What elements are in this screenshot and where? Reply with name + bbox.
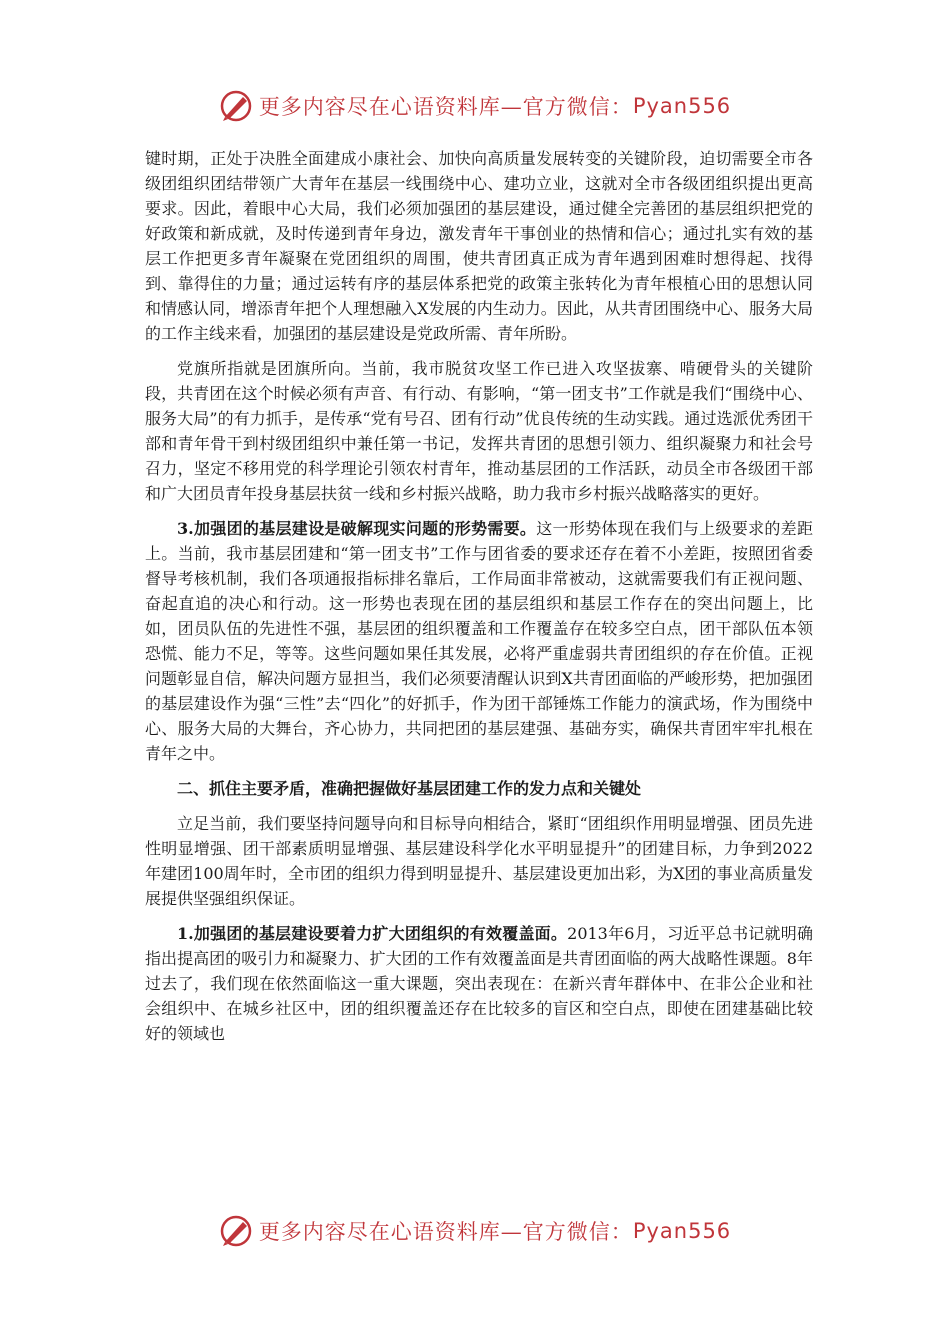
paragraph <box>145 921 813 1046</box>
paragraph <box>145 516 813 766</box>
paragraph-lead: 3.加强团的基层建设是破解现实问题的形势需要。 <box>177 519 537 538</box>
pen-logo-icon <box>219 1214 253 1248</box>
paragraph-text: 这一形势体现在我们与上级要求的差距上。当前，我市基层团建和“第一团支书”工作与团省委的要求还存在着不小差距，按照团省委督导考核机制，我们各项通报指标排名靠后，工作局面非常被动，这就需要我们有正视问题、奋起直追的决心和行动。这一形势也表现在团的基层组织和基层工作存在的突出问题上，比如，团员队伍的先进性不强，基层团的组织覆盖和工作覆盖存在较多空白点，团干部队伍本领恐慌、能力不足，等等。这些问题如果任其发展，必将严重虚弱共青团组织的存在价值。正视问题彰显自信，解决问题方显担当，我们必须要清醒认识到X共青团面临的严峻形势，把加强团的基层建设作为强“三性”去“四化”的好抓手，作为团干部锤炼工作能力的演武场，作为围绕中心、服务大局的大舞台，齐心协力，共同把团的基层建强、基础夯实，确保共青团牢牢扎根在青年之中。 <box>145 519 813 763</box>
banner-text: 更多内容尽在心语资料库—官方微信： <box>258 95 633 119</box>
banner-text: 更多内容尽在心语资料库—官方微信： <box>258 1220 633 1244</box>
pen-logo-icon <box>219 89 253 123</box>
paragraph: 党旗所指就是团旗所向。当前，我市脱贫攻坚工作已进入攻坚拔寨、啃硬骨头的关键阶段，共青团在这个时候必须有声音、有行动、有影响，“第一团支书”工作就是我们“围绕中心、服务大局”的有力抓手，是传承“党有号召、团有行动”优良传统的生动实践。通过选派优秀团干部和青年骨干到村级团组织中兼任第一书记，发挥共青团的思想引领力、组织凝聚力和社会号召力，坚定不移用党的科学理论引领农村青年，推动基层团的工作活跃，动员全市各级团干部和广大团员青年投身基层扶贫一线和乡村振兴战略，助力我市乡村振兴战略落实的更好。 <box>145 359 813 503</box>
banner-wechat-id: Pyan556 <box>632 1219 732 1243</box>
document-body <box>145 146 813 1056</box>
paragraph: 立足当前，我们要坚持问题导向和目标导向相结合，紧盯“团组织作用明显增强、团员先进性明显增强、团干部素质明显增强、基层建设科学化水平明显提升”的团建目标，力争到2022年建团100周年时，全市团的组织力得到明显提升、基层建设更加出彩，为X团的事业高质量发展提供坚强组织保证。 <box>145 814 813 908</box>
banner-wechat-id: Pyan556 <box>632 94 732 118</box>
header-banner <box>0 86 950 126</box>
footer-banner <box>0 1211 950 1251</box>
paragraph: 键时期，正处于决胜全面建成小康社会、加快向高质量发展转变的关键阶段，迫切需要全市各级团组织团结带领广大青年在基层一线围绕中心、建功立业，这就对全市各级团组织提出更高要求。因此，着眼中心大局，我们必须加强团的基层建设，通过健全完善团的基层组织把党的好政策和新成就，及时传递到青年身边，激发青年干事创业的热情和信心；通过扎实有效的基层工作把更多青年凝聚在党团组织的周围，使共青团真正成为青年遇到困难时想得起、找得到、靠得住的力量；通过运转有序的基层体系把党的政策主张转化为青年根植心田的思想认同和情感认同，增添青年把个人理想融入X发展的内生动力。因此，从共青团围绕中心、服务大局的工作主线来看，加强团的基层建设是党政所需、青年所盼。 <box>145 149 813 343</box>
section-heading: 二、抓住主要矛盾，准确把握做好基层团建工作的发力点和关键处 <box>177 779 642 798</box>
paragraph-lead: 1.加强团的基层建设要着力扩大团组织的有效覆盖面。 <box>177 924 568 943</box>
paragraph-text: 2013年6月，习近平总书记就明确指出提高团的吸引力和凝聚力、扩大团的工作有效覆盖面是共青团面临的两大战略性课题。8年过去了，我们现在依然面临这一重大课题，突出表现在：在新兴青年群体中、在非公企业和社会组织中、在城乡社区中，团的组织覆盖还存在比较多的盲区和空白点，即使在团建基础比较好的领域也 <box>145 924 813 1043</box>
